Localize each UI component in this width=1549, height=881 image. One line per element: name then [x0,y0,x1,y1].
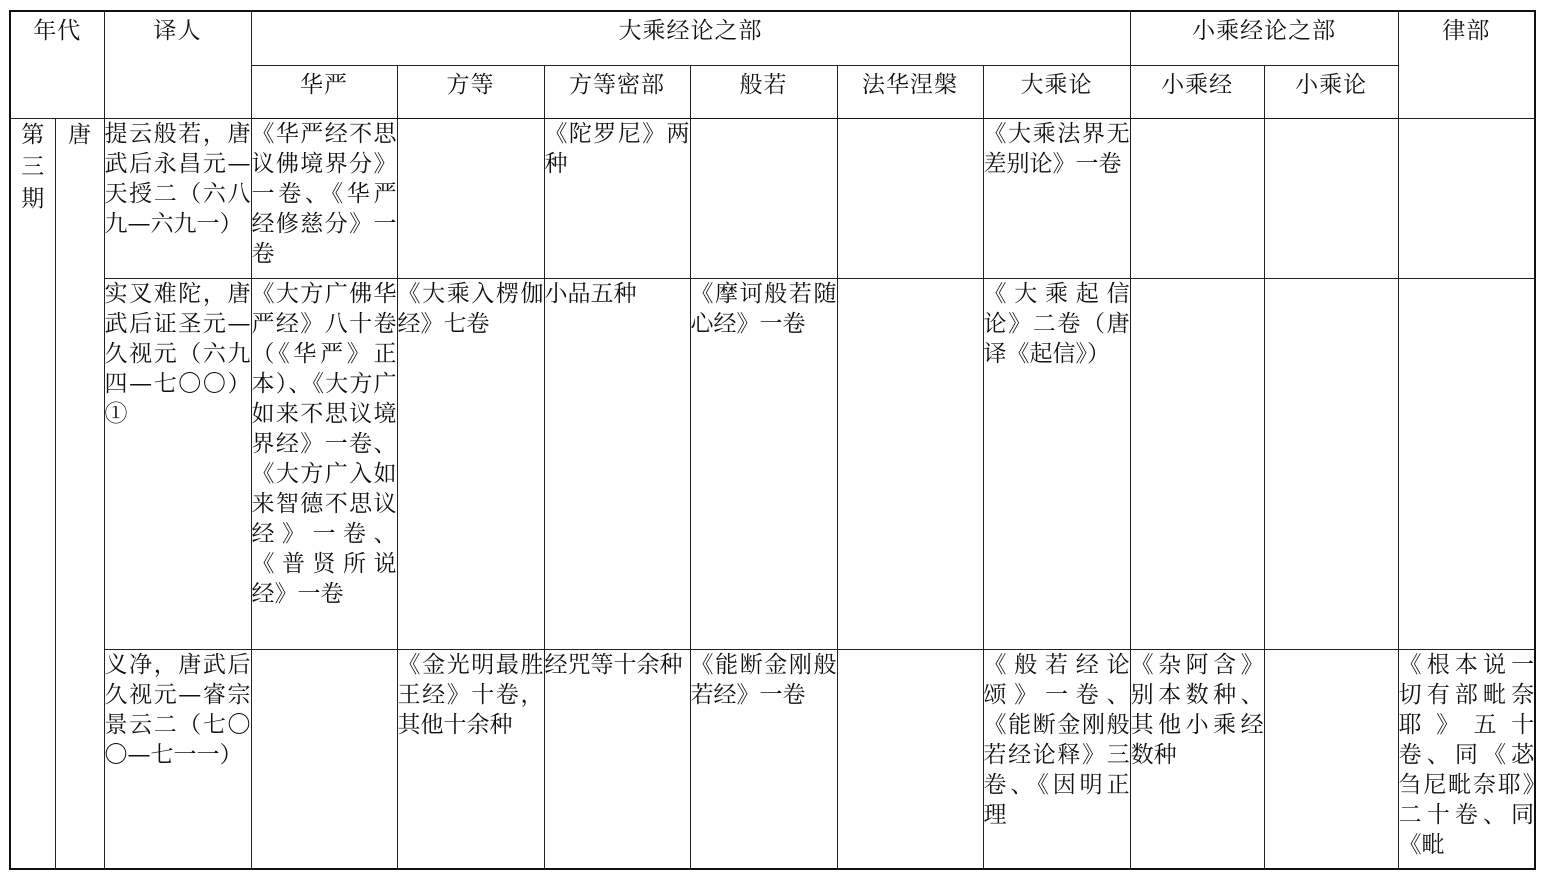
fahua-niepan-cell [837,278,983,649]
table-row [10,118,1535,278]
fahua-niepan-cell [837,649,983,869]
period-cell [10,118,55,869]
header-hinayana-group: 小乘经论之部 [1130,11,1398,65]
header-fangdeng: 方等 [397,65,544,118]
huayan-cell [251,649,397,869]
table-row [10,278,1535,649]
header-era: 年代 [10,11,104,118]
table-row [10,649,1535,869]
header-bore: 般若 [690,65,837,118]
vinaya-cell [1398,118,1535,278]
header-huayan: 华严 [251,65,397,118]
xiaosheng-lun-cell [1264,278,1398,649]
dasheng-lun-cell: 《大乘法界无差别论》一卷 [983,118,1130,278]
period-label: 第三期 [21,121,45,212]
dasheng-lun-cell: 《般若经论颂》一卷、《能断金刚般若经论释》三卷、《因明正理 [983,649,1130,869]
translator-cell: 提云般若，唐武后永昌元—天授二（六八九—六九一） [104,118,251,278]
dynasty-cell [55,118,104,869]
sutra-translation-table [9,10,1536,870]
translator-cell: 义净，唐武后久视元—睿宗景云二（七〇〇—七一一） [104,649,251,869]
vinaya-cell: 《根本说一切有部毗奈耶》五十卷、同《苾刍尼毗奈耶》二十卷、同《毗 [1398,649,1535,869]
fangdeng-mibu-cell: 经咒等十余种 [544,649,690,869]
header-mahayana-group: 大乘经论之部 [251,11,1130,65]
header-vinaya: 律部 [1398,11,1535,118]
vinaya-cell [1398,278,1535,649]
dasheng-lun-cell: 《大乘起信论》二卷（唐译《起信》） [983,278,1130,649]
fangdeng-mibu-cell: 《陀罗尼》两种 [544,118,690,278]
xiaosheng-lun-cell [1264,118,1398,278]
xiaosheng-lun-cell [1264,649,1398,869]
header-fahua-niepan: 法华涅槃 [837,65,983,118]
fangdeng-mibu-cell: 小品五种 [544,278,690,649]
dynasty-label: 唐 [68,121,91,148]
header-xiaosheng-lun: 小乘论 [1264,65,1398,118]
fangdeng-cell: 《大乘入楞伽经》七卷 [397,278,544,649]
huayan-cell: 《华严经不思议佛境界分》一卷、《华严经修慈分》一卷 [251,118,397,278]
translator-cell: 实叉难陀，唐武后证圣元—久视元（六九四—七〇〇）① [104,278,251,649]
header-fangdeng-mibu: 方等密部 [544,65,690,118]
fangdeng-cell [397,118,544,278]
bore-cell: 《能断金刚般若经》一卷 [690,649,837,869]
fangdeng-cell: 《金光明最胜王经》十卷，其他十余种 [397,649,544,869]
sutra-translation-table-page [9,10,1536,870]
xiaosheng-jing-cell [1130,278,1264,649]
huayan-cell: 《大方广佛华严经》八十卷（《华严》正本）、《大方广如来不思议境界经》一卷、《大方广入如来智德不思议经》一卷、《普贤所说经》一卷 [251,278,397,649]
header-xiaosheng-jing: 小乘经 [1130,65,1264,118]
fahua-niepan-cell [837,118,983,278]
bore-cell [690,118,837,278]
xiaosheng-jing-cell: 《杂阿含》别本数种、其他小乘经数种 [1130,649,1264,869]
header-dasheng-lun: 大乘论 [983,65,1130,118]
xiaosheng-jing-cell [1130,118,1264,278]
header-translator: 译人 [104,11,251,118]
bore-cell: 《摩诃般若随心经》一卷 [690,278,837,649]
